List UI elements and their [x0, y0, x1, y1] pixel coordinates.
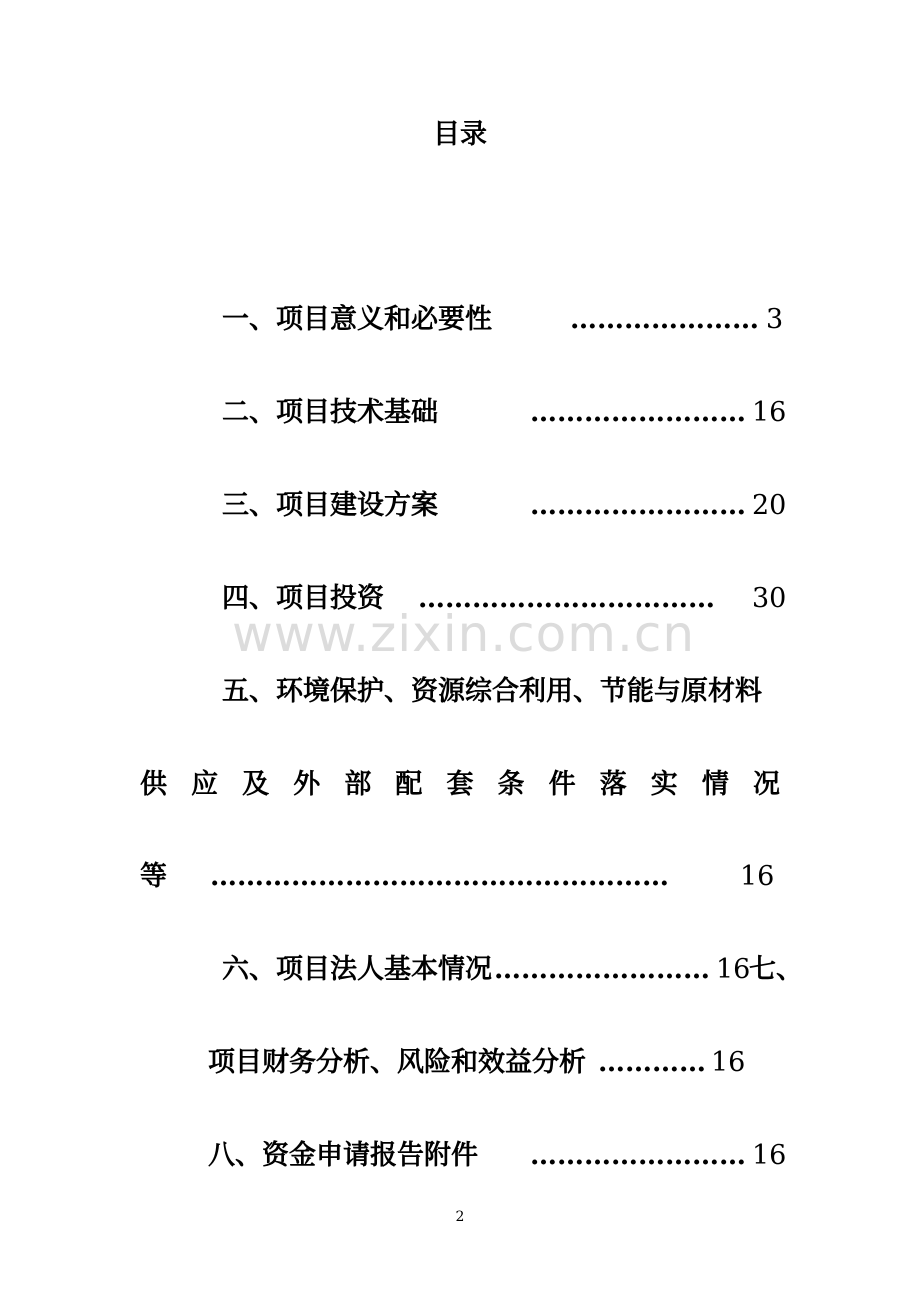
toc-entry-label: 一、项目意义和必要性 — [222, 304, 492, 335]
toc-leader-dots: …………………… — [530, 397, 746, 428]
toc-entry-6 — [222, 952, 492, 988]
toc-entry-5 — [222, 674, 762, 710]
page-number: 2 — [455, 1209, 465, 1225]
toc-entry-label: 项目财务分析、风险和效益分析 — [208, 1047, 586, 1078]
toc-entry-2 — [222, 395, 438, 431]
toc-char: 外 — [293, 769, 321, 800]
toc-char: 供 — [140, 769, 167, 800]
toc-entry-7-start — [749, 952, 803, 988]
toc-leader-dots: ………… — [598, 1047, 706, 1078]
toc-entry-label: 三、项目建设方案 — [222, 490, 438, 521]
toc-page-number: 16 — [711, 1047, 746, 1078]
toc-entry-3 — [222, 488, 438, 524]
toc-page-number: 16 — [740, 861, 775, 892]
toc-entry-1 — [222, 302, 492, 338]
toc-char: 应 — [191, 769, 219, 800]
toc-entry-label: 五、环境保护、资源综合利用、节能与原材料 — [222, 676, 762, 707]
toc-char: 件 — [548, 769, 576, 800]
toc-entry-8 — [208, 1138, 478, 1174]
toc-entry-label: 六、项目法人基本情况 — [222, 954, 492, 985]
toc-entry-label: 等 — [140, 861, 167, 892]
toc-page-number: 16 — [752, 1140, 787, 1171]
toc-char: 及 — [242, 769, 270, 800]
toc-page-number: 20 — [752, 490, 787, 521]
toc-char: 配 — [395, 769, 423, 800]
toc-entry-7 — [208, 1045, 586, 1081]
toc-entry-label: 二、项目技术基础 — [222, 397, 438, 428]
toc-leader-dots: …………………… — [530, 490, 746, 521]
toc-title: 目录 — [433, 119, 487, 150]
toc-entry-label: 四、项目投资 — [222, 583, 384, 614]
toc-char: 实 — [650, 769, 678, 800]
toc-page-number: 16 — [716, 954, 751, 985]
toc-char: 条 — [497, 769, 525, 800]
toc-page-number: 30 — [752, 583, 787, 614]
toc-leader-dots: …………………………… — [418, 583, 715, 614]
toc-leader-dots: …………………… — [530, 1140, 746, 1171]
toc-entry-label: 七、 — [749, 954, 803, 985]
toc-char: 落 — [599, 769, 627, 800]
toc-entry-5-continuation — [140, 767, 780, 803]
watermark: www.zixin.com.cn — [232, 605, 696, 663]
toc-char: 套 — [446, 769, 474, 800]
toc-char: 部 — [344, 769, 372, 800]
toc-char: 况 — [752, 769, 780, 800]
toc-char: 情 — [701, 769, 729, 800]
toc-page-number: 16 — [752, 397, 787, 428]
toc-page-number: 3 — [766, 304, 784, 335]
toc-leader-dots: …………………………………………… — [210, 861, 669, 892]
toc-entry-5-end — [140, 859, 167, 895]
toc-leader-dots: …………………… — [494, 954, 710, 985]
toc-entry-label: 八、资金申请报告附件 — [208, 1140, 478, 1171]
toc-leader-dots: ………………… — [570, 304, 759, 335]
